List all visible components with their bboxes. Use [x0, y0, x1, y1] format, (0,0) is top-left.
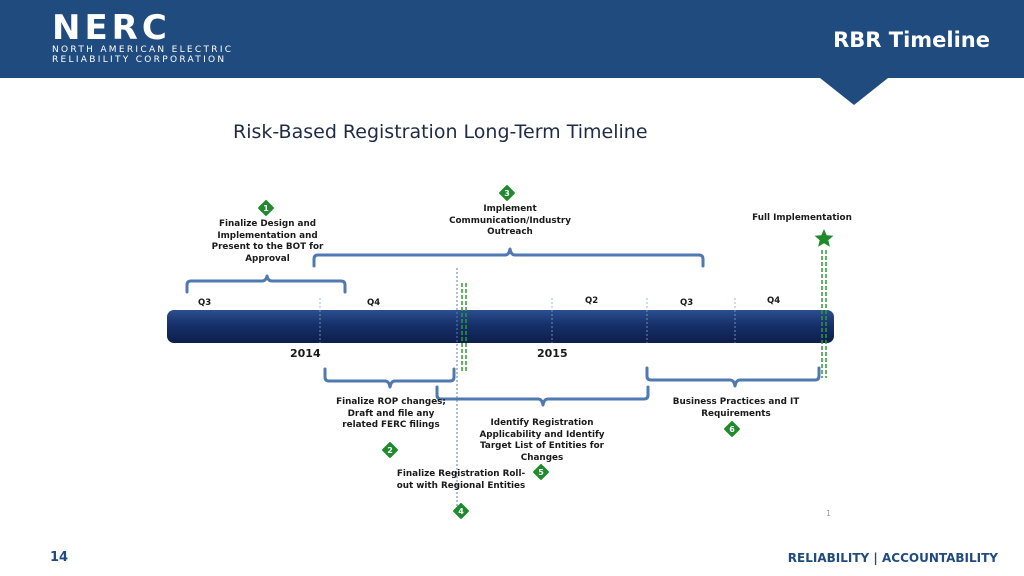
quarter-label: Q4 [367, 298, 381, 308]
quarter-label: Q2 [585, 296, 599, 306]
svg-text:5: 5 [538, 468, 544, 477]
milestone-badge-4-icon [453, 503, 470, 520]
header-title: RBR Timeline [833, 28, 990, 52]
milestone-5-label: Identify Registration Applicability and Identify Target List of Entities for Changes [479, 418, 605, 463]
bracket-3 [314, 249, 703, 266]
org-name-line1: NORTH AMERICAN ELECTRIC [52, 45, 234, 55]
page-marker: 1 [826, 509, 832, 518]
year-label: 2015 [537, 347, 568, 360]
milestone-badge-2-icon [382, 442, 399, 459]
quarter-label: Q4 [767, 296, 781, 306]
milestone-badge-3-icon [499, 185, 516, 202]
quarter-label: Q3 [680, 298, 694, 308]
milestone-badge-6-icon [724, 421, 741, 438]
svg-text:6: 6 [729, 425, 735, 434]
milestone-badge-1-icon [258, 200, 275, 217]
svg-text:3: 3 [504, 189, 510, 198]
full-implementation-label: Full Implementation [752, 213, 852, 223]
timeline-bar [167, 310, 834, 343]
milestone-6-label: Business Practices and IT Requirements [672, 397, 800, 419]
milestone-badge-5-icon [533, 464, 550, 481]
org-name-line2: RELIABILITY CORPORATION [52, 55, 227, 65]
slide-number: 14 [50, 550, 69, 565]
bracket-5 [437, 387, 648, 405]
nerc-logo: NERC [52, 8, 171, 48]
bracket-2 [325, 369, 454, 387]
quarter-label: Q3 [198, 298, 212, 308]
diagram-title: Risk-Based Registration Long-Term Timeline [233, 121, 648, 143]
milestone-1-label: Finalize Design and Implementation and Present to the BOT for Approval [211, 219, 324, 264]
bracket-6 [647, 368, 819, 386]
year-label: 2014 [290, 347, 321, 360]
svg-text:4: 4 [458, 507, 464, 516]
bracket-1 [187, 276, 345, 292]
svg-text:2: 2 [387, 446, 393, 455]
milestone-4-label: Finalize Registration Roll-out with Regional Entities [396, 469, 526, 491]
footer-tagline: RELIABILITY | ACCOUNTABILITY [787, 551, 998, 565]
star-icon [815, 229, 834, 247]
milestone-2-label: Finalize ROP changes; Draft and file any related FERC filings [336, 397, 446, 431]
milestone-3-label: Implement Communication/Industry Outreach [449, 204, 571, 238]
svg-text:1: 1 [263, 204, 269, 213]
